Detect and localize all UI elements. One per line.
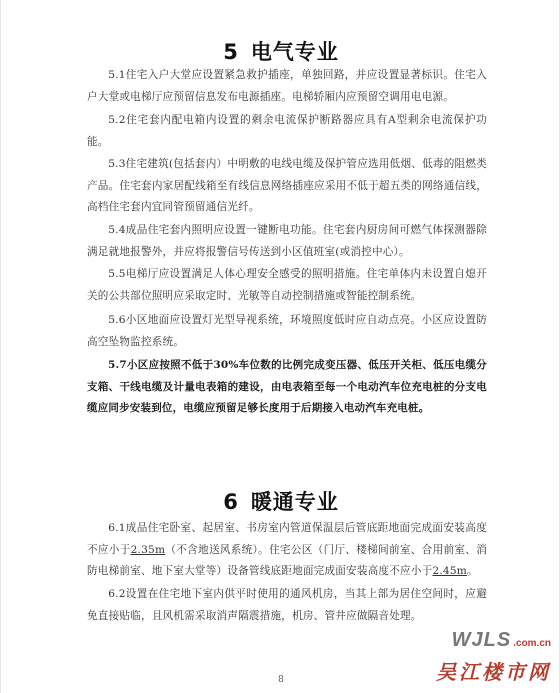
paragraph-5-7: 5.7小区应按照不低于30%车位数的比例完成变压器、低压开关柜、低压电缆分支箱、干线电缆及计量电表箱的建设，由电表箱至每一个电动汽车位充电桩的分支电缆应同步安装到位，电缆应预留足够长度用于后期接入电动汽车充电桩。 — [87, 359, 487, 414]
paragraph-6-1 — [87, 518, 487, 583]
watermark-wordmark — [421, 628, 551, 652]
section-heading-hvac — [1, 486, 560, 516]
paragraph-5-5: 5.5电梯厅应设置满足人体心理安全感受的照明措施。住宅单体内未设置自熄开关的公共部位照明应采取定时、光敏等自动控制措施或智能控制系统。 — [87, 268, 487, 302]
paragraph-5-4: 5.4成品住宅套内照明应设置一键断电功能。住宅套内厨房间可燃气体探测器除满足就地报警外，并应将报警信号传送到小区值班室(或消控中心）。 — [87, 224, 487, 258]
section-number: 6 — [223, 490, 239, 514]
paragraph-6-1-part3: 。 — [467, 565, 478, 577]
paragraph-5-3: 5.3住宅建筑(包括套内）中明敷的电线电缆及保护管应选用低烟、低毒的阻燃类产品。住宅套内家居配线箱至有线信息网络插座应采用不低于超五类的网络通信线，高档住宅套内宜同管预留通信光纤。 — [87, 158, 487, 213]
height-value-2: 2.45m — [432, 565, 468, 577]
paragraph-5-2: 5.2住宅套内配电箱内设置的剩余电流保护断路器应具有A型剩余电流保护功能。 — [87, 114, 487, 148]
section-title: 暖通专业 — [250, 490, 339, 514]
paragraph-5-1: 5.1住宅入户大堂应设置紧急救护插座，单独回路，并应设置显著标识。住宅入户大堂或电梯厅应预留信息发布电源插座。电梯轿厢内应预留空调用电电源。 — [87, 69, 487, 103]
watermark-letters: WJLS — [451, 629, 512, 651]
watermark-domain: .com.cn — [513, 638, 551, 649]
paragraph-6-1-part1: 6.1成品住宅卧室、起居室、书房室内管道保温层后管底距地面完成面安装高度不应小于 — [87, 522, 487, 556]
watermark-logo — [421, 628, 551, 686]
section-heading-electric — [1, 36, 560, 66]
watermark-site-name: 吴江楼市网 — [436, 660, 551, 684]
section-title: 电气专业 — [250, 40, 339, 64]
paragraph-6-1-part2: （不含地送风系统）。住宅公区（门厅、楼梯间前室、合用前室、消防电梯前室、地下室大堂等）设备管线底距地面完成面安装高度不应小于 — [87, 543, 487, 577]
paragraph-5-6: 5.6小区地面应设置灯光型导视系统，环境照度低时应自动点亮。小区应设置防高空坠物监控系统。 — [87, 314, 487, 348]
height-value-1: 2.35m — [130, 543, 166, 556]
paragraph-6-2: 6.2设置在住宅地下室内供平时使用的通风机房，当其上部为居住空间时，应避免直接贴临，且风机需采取消声隔震措施，机房、管井应做隔音处理。 — [87, 588, 487, 622]
page-number: 8 — [278, 675, 284, 685]
section-number: 5 — [223, 40, 239, 64]
